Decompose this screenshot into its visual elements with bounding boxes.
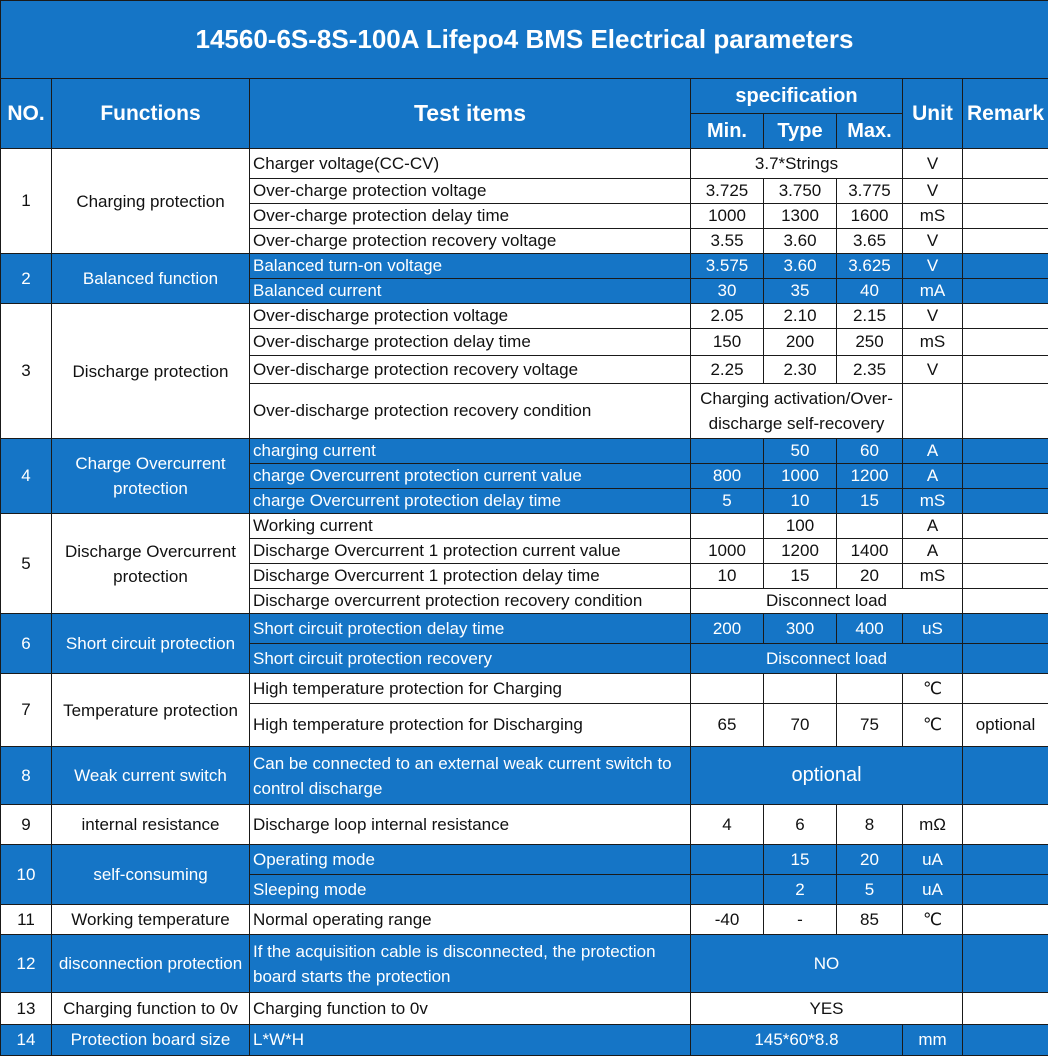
remark-cell bbox=[963, 356, 1048, 384]
unit-cell: A bbox=[903, 439, 963, 464]
remark-cell bbox=[963, 439, 1048, 464]
spec-value: Disconnect load bbox=[691, 589, 963, 614]
min-value: -40 bbox=[691, 905, 764, 935]
type-value: 1300 bbox=[764, 204, 837, 229]
max-value: 5 bbox=[837, 875, 903, 905]
type-value: 15 bbox=[764, 845, 837, 875]
unit-cell: uA bbox=[903, 875, 963, 905]
unit-cell: ℃ bbox=[903, 704, 963, 747]
type-value: 35 bbox=[764, 279, 837, 304]
spec-value: optional bbox=[691, 747, 963, 805]
remark-cell bbox=[963, 644, 1048, 674]
table-row bbox=[1, 439, 1048, 464]
row-function: self-consuming bbox=[52, 845, 250, 905]
table-row bbox=[1, 254, 1048, 279]
header-max: Max. bbox=[837, 114, 903, 149]
row-number: 12 bbox=[1, 935, 52, 993]
max-value: 85 bbox=[837, 905, 903, 935]
min-value: 65 bbox=[691, 704, 764, 747]
max-value: 1200 bbox=[837, 464, 903, 489]
type-value: 10 bbox=[764, 489, 837, 514]
row-number: 3 bbox=[1, 304, 52, 439]
test-item: Discharge loop internal resistance bbox=[250, 805, 691, 845]
test-item: High temperature protection for Charging bbox=[250, 674, 691, 704]
header-unit: Unit bbox=[903, 79, 963, 149]
table-row bbox=[1, 514, 1048, 539]
unit-cell bbox=[903, 384, 963, 439]
test-item: Balanced current bbox=[250, 279, 691, 304]
test-item: Working current bbox=[250, 514, 691, 539]
remark-cell bbox=[963, 564, 1048, 589]
table-row bbox=[1, 747, 1048, 805]
row-number: 8 bbox=[1, 747, 52, 805]
unit-cell: A bbox=[903, 464, 963, 489]
test-item: charging current bbox=[250, 439, 691, 464]
test-item: L*W*H bbox=[250, 1025, 691, 1056]
remark-cell bbox=[963, 179, 1048, 204]
max-value: 20 bbox=[837, 845, 903, 875]
test-item: charge Overcurrent protection current value bbox=[250, 464, 691, 489]
row-function: Short circuit protection bbox=[52, 614, 250, 674]
row-function: Balanced function bbox=[52, 254, 250, 304]
type-value: 70 bbox=[764, 704, 837, 747]
remark-cell bbox=[963, 514, 1048, 539]
type-value: 15 bbox=[764, 564, 837, 589]
type-value bbox=[764, 674, 837, 704]
row-number: 14 bbox=[1, 1025, 52, 1056]
remark-cell bbox=[963, 805, 1048, 845]
type-value: 1000 bbox=[764, 464, 837, 489]
test-item: Operating mode bbox=[250, 845, 691, 875]
type-value: 6 bbox=[764, 805, 837, 845]
test-item: Charging function to 0v bbox=[250, 993, 691, 1025]
spec-value: NO bbox=[691, 935, 963, 993]
table-row bbox=[1, 993, 1048, 1025]
remark-cell bbox=[963, 489, 1048, 514]
max-value: 400 bbox=[837, 614, 903, 644]
row-function: Discharge Overcurrent protection bbox=[52, 514, 250, 614]
row-number: 7 bbox=[1, 674, 52, 747]
remark-cell bbox=[963, 674, 1048, 704]
type-value: 2.30 bbox=[764, 356, 837, 384]
test-item: Normal operating range bbox=[250, 905, 691, 935]
row-number: 6 bbox=[1, 614, 52, 674]
max-value: 3.775 bbox=[837, 179, 903, 204]
test-item: If the acquisition cable is disconnected, the protection board starts the protection bbox=[250, 935, 691, 993]
header-no: NO. bbox=[1, 79, 52, 149]
test-item: Over-charge protection delay time bbox=[250, 204, 691, 229]
test-item: Over-charge protection voltage bbox=[250, 179, 691, 204]
unit-cell: ℃ bbox=[903, 905, 963, 935]
unit-cell: mS bbox=[903, 329, 963, 356]
table-row bbox=[1, 674, 1048, 704]
remark-cell bbox=[963, 747, 1048, 805]
type-value: 3.60 bbox=[764, 254, 837, 279]
spec-value: 3.7*Strings bbox=[691, 149, 903, 179]
max-value: 250 bbox=[837, 329, 903, 356]
remark-cell bbox=[963, 329, 1048, 356]
row-function: internal resistance bbox=[52, 805, 250, 845]
unit-cell: mA bbox=[903, 279, 963, 304]
unit-cell: V bbox=[903, 179, 963, 204]
remark-cell bbox=[963, 905, 1048, 935]
remark-cell bbox=[963, 464, 1048, 489]
remark-cell bbox=[963, 845, 1048, 875]
max-value: 8 bbox=[837, 805, 903, 845]
unit-cell: uS bbox=[903, 614, 963, 644]
test-item: Charger voltage(CC-CV) bbox=[250, 149, 691, 179]
max-value: 3.625 bbox=[837, 254, 903, 279]
max-value bbox=[837, 514, 903, 539]
row-function: Weak current switch bbox=[52, 747, 250, 805]
min-value: 2.05 bbox=[691, 304, 764, 329]
header-type: Type bbox=[764, 114, 837, 149]
type-value: 200 bbox=[764, 329, 837, 356]
table-row bbox=[1, 614, 1048, 644]
remark-cell bbox=[963, 935, 1048, 993]
unit-cell: uA bbox=[903, 845, 963, 875]
remark-cell bbox=[963, 279, 1048, 304]
unit-cell: V bbox=[903, 304, 963, 329]
table-row bbox=[1, 1025, 1048, 1056]
row-number: 9 bbox=[1, 805, 52, 845]
remark-cell bbox=[963, 229, 1048, 254]
row-number: 2 bbox=[1, 254, 52, 304]
unit-cell: V bbox=[903, 149, 963, 179]
table-row bbox=[1, 935, 1048, 993]
table-row bbox=[1, 845, 1048, 875]
row-function: Protection board size bbox=[52, 1025, 250, 1056]
unit-cell: A bbox=[903, 514, 963, 539]
test-item: Discharge Overcurrent 1 protection delay time bbox=[250, 564, 691, 589]
test-item: Can be connected to an external weak current switch to control discharge bbox=[250, 747, 691, 805]
max-value: 75 bbox=[837, 704, 903, 747]
test-item: Over-discharge protection recovery voltage bbox=[250, 356, 691, 384]
max-value: 2.35 bbox=[837, 356, 903, 384]
remark-cell bbox=[963, 384, 1048, 439]
unit-cell: mS bbox=[903, 564, 963, 589]
unit-cell: ℃ bbox=[903, 674, 963, 704]
max-value: 40 bbox=[837, 279, 903, 304]
max-value: 2.15 bbox=[837, 304, 903, 329]
unit-cell: mS bbox=[903, 489, 963, 514]
row-function: Charge Overcurrent protection bbox=[52, 439, 250, 514]
row-number: 13 bbox=[1, 993, 52, 1025]
remark-cell bbox=[963, 993, 1048, 1025]
max-value: 1600 bbox=[837, 204, 903, 229]
min-value: 10 bbox=[691, 564, 764, 589]
table-row bbox=[1, 149, 1048, 179]
row-number: 5 bbox=[1, 514, 52, 614]
header-functions: Functions bbox=[52, 79, 250, 149]
test-item: Discharge Overcurrent 1 protection current value bbox=[250, 539, 691, 564]
min-value: 800 bbox=[691, 464, 764, 489]
unit-cell: A bbox=[903, 539, 963, 564]
remark-cell bbox=[963, 589, 1048, 614]
test-item: Short circuit protection delay time bbox=[250, 614, 691, 644]
min-value bbox=[691, 514, 764, 539]
row-function: Discharge protection bbox=[52, 304, 250, 439]
min-value: 2.25 bbox=[691, 356, 764, 384]
test-item: Over-discharge protection delay time bbox=[250, 329, 691, 356]
header-remark: Remark bbox=[963, 79, 1048, 149]
test-item: charge Overcurrent protection delay time bbox=[250, 489, 691, 514]
test-item: Over-discharge protection voltage bbox=[250, 304, 691, 329]
spec-value: YES bbox=[691, 993, 963, 1025]
max-value: 3.65 bbox=[837, 229, 903, 254]
row-function: Charging function to 0v bbox=[52, 993, 250, 1025]
type-value: 1200 bbox=[764, 539, 837, 564]
row-number: 4 bbox=[1, 439, 52, 514]
max-value: 20 bbox=[837, 564, 903, 589]
remark-cell: optional bbox=[963, 704, 1048, 747]
table-row bbox=[1, 304, 1048, 329]
unit-cell: V bbox=[903, 254, 963, 279]
max-value: 15 bbox=[837, 489, 903, 514]
row-function: Charging protection bbox=[52, 149, 250, 254]
min-value: 3.55 bbox=[691, 229, 764, 254]
min-value: 1000 bbox=[691, 204, 764, 229]
row-function: Working temperature bbox=[52, 905, 250, 935]
spec-value: Disconnect load bbox=[691, 644, 963, 674]
type-value: 3.60 bbox=[764, 229, 837, 254]
type-value: 50 bbox=[764, 439, 837, 464]
unit-cell: V bbox=[903, 356, 963, 384]
min-value bbox=[691, 674, 764, 704]
min-value: 150 bbox=[691, 329, 764, 356]
remark-cell bbox=[963, 304, 1048, 329]
row-number: 11 bbox=[1, 905, 52, 935]
table-row bbox=[1, 905, 1048, 935]
type-value: 100 bbox=[764, 514, 837, 539]
min-value: 3.725 bbox=[691, 179, 764, 204]
unit-cell: mΩ bbox=[903, 805, 963, 845]
row-number: 10 bbox=[1, 845, 52, 905]
header-test-items: Test items bbox=[250, 79, 691, 149]
row-number: 1 bbox=[1, 149, 52, 254]
test-item: Sleeping mode bbox=[250, 875, 691, 905]
row-function: Temperature protection bbox=[52, 674, 250, 747]
header-specification: specification bbox=[691, 79, 903, 114]
min-value: 30 bbox=[691, 279, 764, 304]
spec-value: Charging activation/Over-discharge self-recovery bbox=[691, 384, 903, 439]
remark-cell bbox=[963, 149, 1048, 179]
min-value bbox=[691, 439, 764, 464]
min-value: 1000 bbox=[691, 539, 764, 564]
remark-cell bbox=[963, 1025, 1048, 1056]
type-value: 300 bbox=[764, 614, 837, 644]
unit-cell: mm bbox=[903, 1025, 963, 1056]
unit-cell: V bbox=[903, 229, 963, 254]
spec-value: 145*60*8.8 bbox=[691, 1025, 903, 1056]
max-value: 60 bbox=[837, 439, 903, 464]
table-row bbox=[1, 805, 1048, 845]
table-title: 14560-6S-8S-100A Lifepo4 BMS Electrical parameters bbox=[1, 1, 1048, 79]
test-item: Over-discharge protection recovery condition bbox=[250, 384, 691, 439]
type-value: 2.10 bbox=[764, 304, 837, 329]
min-value: 200 bbox=[691, 614, 764, 644]
remark-cell bbox=[963, 254, 1048, 279]
test-item: Discharge overcurrent protection recovery condition bbox=[250, 589, 691, 614]
min-value: 5 bbox=[691, 489, 764, 514]
test-item: Short circuit protection recovery bbox=[250, 644, 691, 674]
test-item: Over-charge protection recovery voltage bbox=[250, 229, 691, 254]
type-value: - bbox=[764, 905, 837, 935]
type-value: 2 bbox=[764, 875, 837, 905]
min-value: 3.575 bbox=[691, 254, 764, 279]
header-min: Min. bbox=[691, 114, 764, 149]
min-value bbox=[691, 845, 764, 875]
remark-cell bbox=[963, 539, 1048, 564]
min-value bbox=[691, 875, 764, 905]
type-value: 3.750 bbox=[764, 179, 837, 204]
unit-cell: mS bbox=[903, 204, 963, 229]
test-item: Balanced turn-on voltage bbox=[250, 254, 691, 279]
max-value: 1400 bbox=[837, 539, 903, 564]
remark-cell bbox=[963, 204, 1048, 229]
max-value bbox=[837, 674, 903, 704]
remark-cell bbox=[963, 614, 1048, 644]
test-item: High temperature protection for Discharging bbox=[250, 704, 691, 747]
remark-cell bbox=[963, 875, 1048, 905]
min-value: 4 bbox=[691, 805, 764, 845]
row-function: disconnection protection bbox=[52, 935, 250, 993]
